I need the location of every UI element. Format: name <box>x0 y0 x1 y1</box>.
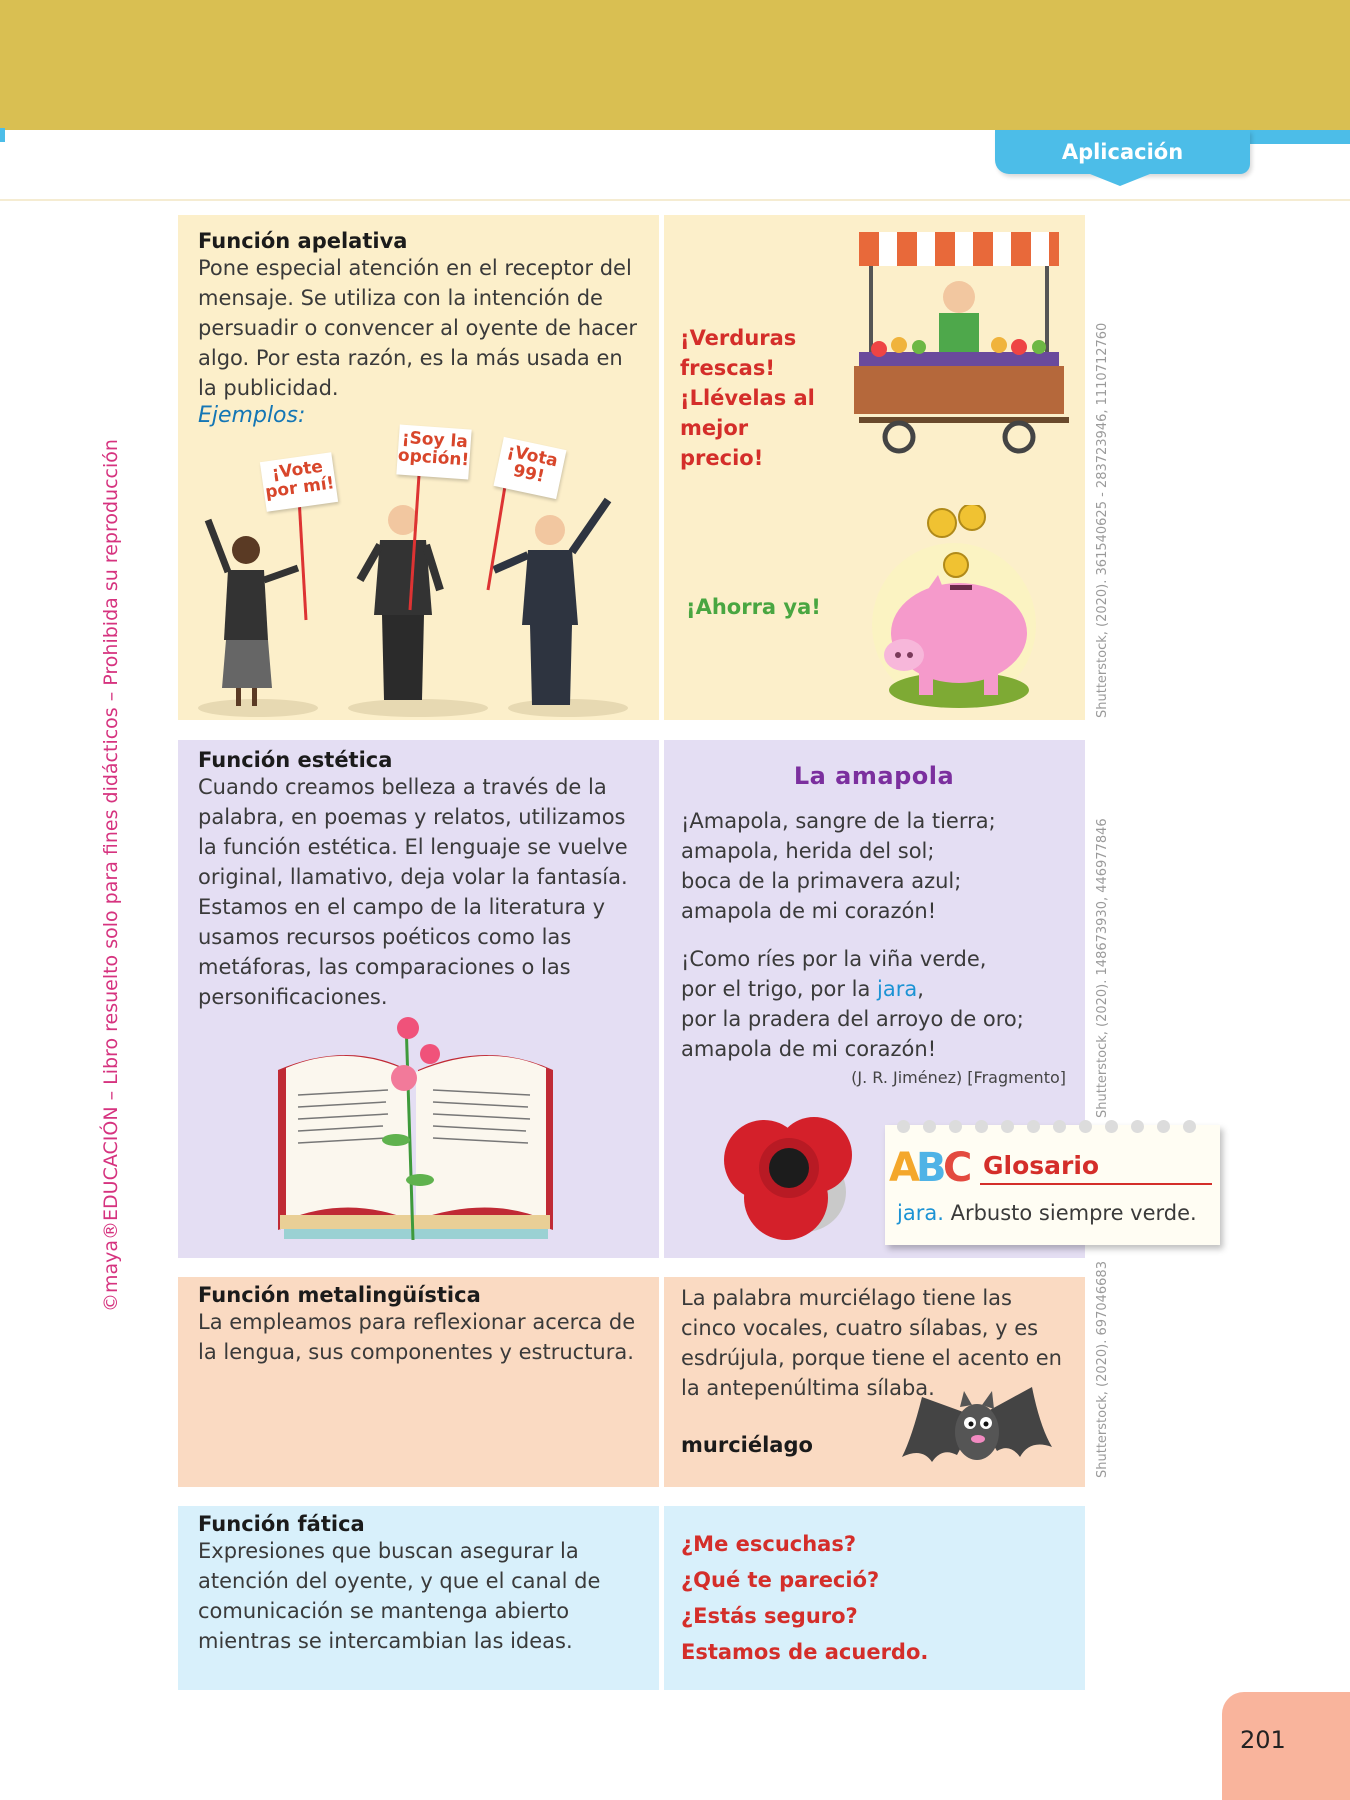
metalinguistica-title: Función metalingüística <box>198 1283 481 1307</box>
poem-line: ¡Como ríes por la viña verde, <box>681 947 987 971</box>
glossary-title: Glosario <box>983 1151 1100 1180</box>
save-slogan: ¡Ahorra ya! <box>686 595 821 619</box>
image-credit-1: Shutterstock, (2020). 361540625 - 283723946, 1110712760 <box>1095 322 1110 718</box>
svg-text:A: A <box>889 1145 920 1187</box>
glossary-term: jara. <box>897 1201 944 1225</box>
estetica-body: Cuando creamos belleza a través de la palabra, en poemas y relatos, utilizamos la función estética. El lenguaje se vuelve original, llamativo, deja volar la fantasía. Estamos en el campo de la literatura y usamos recursos poéticos como las metáforas, las comparaciones o las personificaciones. <box>198 775 628 1009</box>
top-color-band <box>0 0 1350 130</box>
header-divider <box>0 199 1350 201</box>
sign-option: ¡Soy la opción! <box>396 425 471 480</box>
poem-line: amapola, herida del sol; <box>681 839 935 863</box>
poem-line: por el trigo, por la jara, <box>681 977 924 1001</box>
apelativa-body: Pone especial atención en el receptor del mensaje. Se utiliza con la intención de persuadir o convencer al oyente de hacer algo. Por esta razón, es la más usada en la publicidad. <box>198 256 638 400</box>
poem-line: por la pradera del arroyo de oro; <box>681 1007 1024 1031</box>
page-number: 201 <box>1222 1692 1350 1800</box>
estetica-title: Función estética <box>198 748 393 772</box>
apelativa-text-cell <box>178 215 659 720</box>
poem-line: amapola de mi corazón! <box>681 899 937 923</box>
abc-blocks-icon <box>889 1141 975 1187</box>
image-credit-3: Shutterstock, (2020). 697046683 <box>1095 1261 1110 1478</box>
metalinguistica-example: La palabra murciélago tiene las cinco vocales, cuatro sílabas, y es esdrújula, porque tiene el acento en la antepenúltima sílaba. <box>681 1286 1062 1400</box>
fatica-example: ¿Me escuchas? <box>681 1532 857 1556</box>
glossary-definition: Arbusto siempre verde. <box>950 1201 1197 1225</box>
image-credit-2: Shutterstock, (2020). 148673930, 446977846 <box>1095 818 1110 1118</box>
fatica-example-cell <box>664 1506 1085 1690</box>
svg-text:C: C <box>943 1145 973 1187</box>
fatica-example: ¿Qué te pareció? <box>681 1568 880 1592</box>
copyright-vertical: ©maya®EDUCACIÓN – Libro resuelto solo para fines didácticos – Prohibida su reproducción <box>100 439 122 1312</box>
bat-illustration <box>902 1377 1052 1477</box>
svg-text:B: B <box>916 1145 947 1187</box>
fatica-example: ¿Estás seguro? <box>681 1604 858 1628</box>
metalinguistica-body: La empleamos para reflexionar acerca de la lengua, sus componentes y estructura. <box>198 1310 636 1364</box>
metalinguistica-text-cell <box>178 1277 659 1487</box>
poem-line: boca de la primavera azul; <box>681 869 962 893</box>
glossary-card <box>885 1125 1220 1245</box>
vegetable-slogan: ¡Verduras frescas! ¡Llévelas al mejor precio! <box>680 326 815 470</box>
sign-vota99: ¡Vota 99! <box>494 437 567 499</box>
piggy-bank-illustration <box>864 505 1044 715</box>
poem-title: La amapola <box>793 762 955 790</box>
fatica-title: Función fática <box>198 1512 365 1536</box>
poem-stanza-2 <box>681 944 1081 1064</box>
glossary-word-jara: jara <box>877 977 918 1001</box>
vegetable-cart-illustration <box>839 227 1079 457</box>
examples-label: Ejemplos: <box>198 403 306 428</box>
poem-attribution: (J. R. Jiménez) [Fragmento] <box>851 1068 1066 1087</box>
poppy-illustration <box>714 1100 864 1250</box>
poem-stanza-1 <box>681 806 1081 926</box>
apelativa-example-cell <box>664 215 1085 720</box>
left-marker <box>0 128 5 142</box>
fatica-examples <box>681 1526 928 1670</box>
notebook-rings <box>885 1120 1220 1134</box>
fatica-text-cell <box>178 1506 659 1690</box>
metalinguistica-example-cell <box>664 1277 1085 1487</box>
sign-vote: ¡Vote por mí! <box>260 452 338 512</box>
poem-line: ¡Amapola, sangre de la tierra; <box>681 809 996 833</box>
fatica-example: Estamos de acuerdo. <box>681 1640 929 1664</box>
poem-line: amapola de mi corazón! <box>681 1037 937 1061</box>
metalinguistica-word: murciélago <box>681 1433 813 1457</box>
apelativa-title: Función apelativa <box>198 229 408 253</box>
fatica-body: Expresiones que buscan asegurar la atención del oyente, y que el canal de comunicación se mantenga abierto mientras se intercambian las ideas. <box>198 1539 601 1653</box>
glossary-underline <box>980 1183 1212 1185</box>
book-flower-illustration <box>268 1010 558 1250</box>
estetica-text-cell <box>178 740 659 1258</box>
section-tab: Aplicación <box>995 130 1250 174</box>
glossary-entry <box>897 1201 1197 1225</box>
